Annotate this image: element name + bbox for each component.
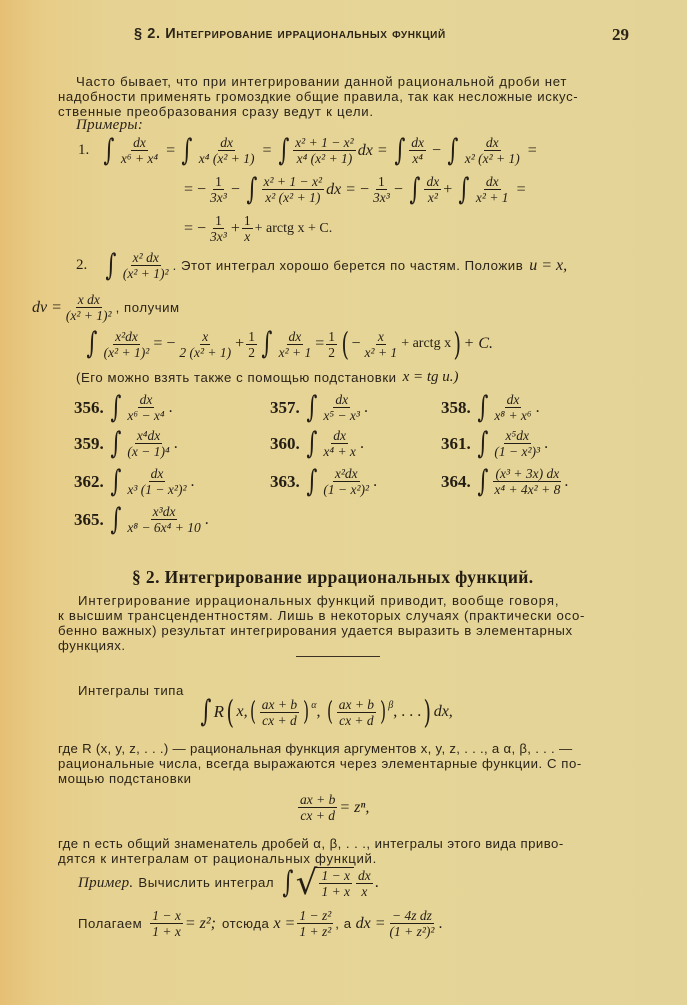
fraction: $\frac{1}{2}$ <box>248 328 255 360</box>
exercise-360: 360. ∫ $\frac{dx}{\text{x⁴ + x}}$ . <box>270 425 364 461</box>
exercise-362: 362. ∫ $\frac{dx}{\text{x³ (1 − x²)²}}$ . <box>74 463 195 499</box>
fraction: $\frac{dx}{\text{x² + 1}}$ <box>475 174 509 205</box>
fraction: $\frac{1}{\text{3x³}}$ <box>210 174 227 205</box>
section-paragraph-line-1: Интегрирование иррациональных функций приводит, вообще говоря, <box>78 593 560 608</box>
example-compute: Пример. Вычислить интеграл ∫ √ $\frac{1 - x}{1 + x}$ $\frac{dx}{x}$ . <box>78 863 379 903</box>
example-2-line-1: 2. ∫ $\frac{\text{x² dx}}{\text{(x² + 1)²}}$ . Этот интеграл хорошо берется по частям. Положив u = x, <box>76 247 568 283</box>
integrals-type-line-3: мощью подстановки <box>58 771 192 786</box>
example-substitution: Полагаем $\frac{1 - x}{1 + x}$ = z²; отсюда x = $\frac{\text{1 − z²}}{\text{1 + z²}}$ , а dx = $\frac{\text{− 4z dz}}{\text{(1 + z²)²}}$ . <box>78 908 443 939</box>
integrals-type-intro: Интегралы типа <box>78 683 184 698</box>
integrals-type-after-line-2: дятся к интегралам от рациональных функций. <box>58 851 377 866</box>
example-1-line-2: = − $\frac{1}{\text{3x³}}$ − ∫ $\frac{\text{x² + 1 − x²}}{\text{x² (x² + 1)}}$ dx = − $\frac{1}{\text{3x³}}$ − ∫ $\frac{dx}{\text{x²}}$ + ∫ $\frac{dx}{\text{x² + 1}}$ = <box>184 171 526 207</box>
fraction: $\frac{1}{2}$ <box>328 328 336 360</box>
integral-sign-icon: ∫ <box>409 171 421 207</box>
fraction: $\frac{\text{x dx}}{\text{(x² + 1)²}}$ <box>65 292 112 323</box>
example-2-note: (Его можно взять также с помощью подстановки x = tg u.) <box>76 369 459 385</box>
integral-sign-icon: ∫ <box>261 326 273 361</box>
exercise-356: 356. ∫ $\frac{dx}{\text{x⁶ − x⁴}}$ . <box>74 389 173 425</box>
substitution-formula: $\frac{ax + b}{cx + d}$ = zⁿ, <box>300 792 370 823</box>
example-2-dv: dv = $\frac{\text{x dx}}{\text{(x² + 1)²}}$ , получим <box>32 292 180 323</box>
page-number: 29 <box>612 25 629 44</box>
exercise-365: 365. ∫ $\frac{\text{x³dx}}{\text{x⁸ − 6x⁴ + 10}}$ . <box>74 501 209 537</box>
integrals-type-line-1: где R (x, y, z, . . .) — рациональная функция аргументов x, y, z, . . ., а α, β, . . . — <box>58 741 573 756</box>
square-root-icon: √ $\frac{1 - x}{1 + x}$ <box>296 866 354 900</box>
integrals-type-line-2: рациональные числа, всегда выражаются через элементарные функции. С по- <box>58 756 582 771</box>
fraction: $\frac{1}{\text{3x³}}$ <box>210 213 227 244</box>
exercise-363: 363. ∫ $\frac{\text{x²dx}}{\text{(1 − x²)²}}$ . <box>270 463 378 499</box>
example-2-result: ∫ $\frac{\text{x²dx}}{\text{(x² + 1)²}}$ = − $\frac{x}{\text{2 (x² + 1)}}$ + $\frac{1}{2}$ ∫ $\frac{dx}{\text{x² + 1}}$ = $\frac{1}{2}$ ( − $\frac{x}{\text{x² + 1}}$ + arctg x ) + C. <box>86 325 494 363</box>
integral-sign-icon: ∫ <box>246 171 258 207</box>
exercise-364: 364. ∫ $\frac{\text{(x³ + 3x) dx}}{\text{x⁴ + 4x² + 8}}$ . <box>441 463 569 499</box>
fraction: $\frac{x}{\text{x² + 1}}$ <box>364 328 398 360</box>
fraction: $\frac{dx}{\text{x² + 1}}$ <box>278 328 312 360</box>
exercise-361: 361. ∫ $\frac{\text{x⁵dx}}{\text{(1 − x²)³}}$ . <box>441 425 549 461</box>
integral-sign-icon: ∫ <box>86 326 98 361</box>
section-paragraph-line-2: к высшим трансцендентностям. Лишь в некоторых случаях (практически осо- <box>58 608 586 623</box>
example-number: 2. <box>76 257 88 273</box>
intro-line-3: ственные преобразования сразу ведут к цели. <box>58 104 374 119</box>
fraction: $\frac{dx}{\text{x² (x² + 1)}}$ <box>464 135 520 166</box>
fraction: $\frac{dx}{\text{x⁶ + x⁴}}$ <box>120 135 159 166</box>
fraction: $\frac{1}{x}$ <box>243 213 251 244</box>
section-paragraph-line-4: функциях. <box>58 638 126 653</box>
fraction: $\frac{dx}{\text{x⁴}}$ <box>411 135 425 166</box>
exercise-357: 357. ∫ $\frac{dx}{\text{x⁵ − x³}}$ . <box>270 389 368 425</box>
integral-sign-icon: ∫ <box>458 171 470 207</box>
integral-sign-icon: ∫ <box>103 132 115 168</box>
section-heading: § 2. Интегрирование иррациональных функций. <box>132 567 534 587</box>
integral-sign-icon: ∫ <box>277 132 289 168</box>
running-header-title: § 2. Интегрирование иррациональных функций <box>134 26 446 42</box>
fraction: $\frac{\text{x² dx}}{\text{(x² + 1)²}}$ <box>122 250 169 281</box>
integrals-type-formula: ∫ R ( x, ( $\frac{ax + b}{cx + d}$ ) $^\alpha$ , ( $\frac{ax + b}{cx + d}$ ) $^\beta$ , . . . ) dx, <box>200 693 453 731</box>
integral-sign-icon: ∫ <box>181 132 193 168</box>
integrals-type-after-line-1: где n есть общий знаменатель дробей α, β, . . ., интегралы этого вида приво- <box>58 836 564 851</box>
fraction: $\frac{dx}{\text{x²}}$ <box>426 174 440 205</box>
intro-line-2: надобности применять громоздкие общие правила, так как несложные искус- <box>58 89 579 104</box>
examples-label: Примеры: <box>76 117 144 133</box>
fraction: $\frac{\text{x²dx}}{\text{(x² + 1)²}}$ <box>103 328 150 360</box>
section-divider <box>296 656 380 657</box>
example-1-line-1: 1. ∫ $\frac{dx}{\text{x⁶ + x⁴}}$ = ∫ $\frac{dx}{\text{x⁴ (x² + 1)}}$ = ∫ $\frac{\text{x² + 1 − x²}}{\text{x⁴ (x² + 1)}}$ dx = ∫ $\frac{dx}{\text{x⁴}}$ − ∫ $\frac{dx}{\text{x² (x² + 1)}}$ = <box>78 132 537 168</box>
integral-sign-icon: ∫ <box>393 132 405 168</box>
fraction: $\frac{\text{x² + 1 − x²}}{\text{x² (x² + 1)}}$ <box>263 174 323 205</box>
intro-line-1: Часто бывает, что при интегрировании данной рациональной дроби нет <box>76 74 568 89</box>
section-paragraph-line-3: бенно важных) результат интегрирования удается выразить в элементарных <box>58 623 573 638</box>
example-number: 1. <box>78 142 90 158</box>
fraction: $\frac{x}{\text{2 (x² + 1)}}$ <box>179 328 232 360</box>
exercise-359: 359. ∫ $\frac{\text{x⁴dx}}{\text{(x − 1)⁴}}$ . <box>74 425 178 461</box>
exercise-358: 358. ∫ $\frac{dx}{\text{x⁸ + x⁶}}$ . <box>441 389 540 425</box>
fraction: $\frac{dx}{\text{x⁴ (x² + 1)}}$ <box>198 135 255 166</box>
fraction: $\frac{\text{x² + 1 − x²}}{\text{x⁴ (x² + 1)}}$ <box>295 135 354 166</box>
fraction: $\frac{1}{\text{3x³}}$ <box>373 174 390 205</box>
integral-sign-icon: ∫ <box>447 132 459 168</box>
example-1-line-3: = − $\frac{1}{\text{3x³}}$ + $\frac{1}{x}$ + arctg x + C. <box>184 213 333 244</box>
integral-sign-icon: ∫ <box>105 247 117 283</box>
